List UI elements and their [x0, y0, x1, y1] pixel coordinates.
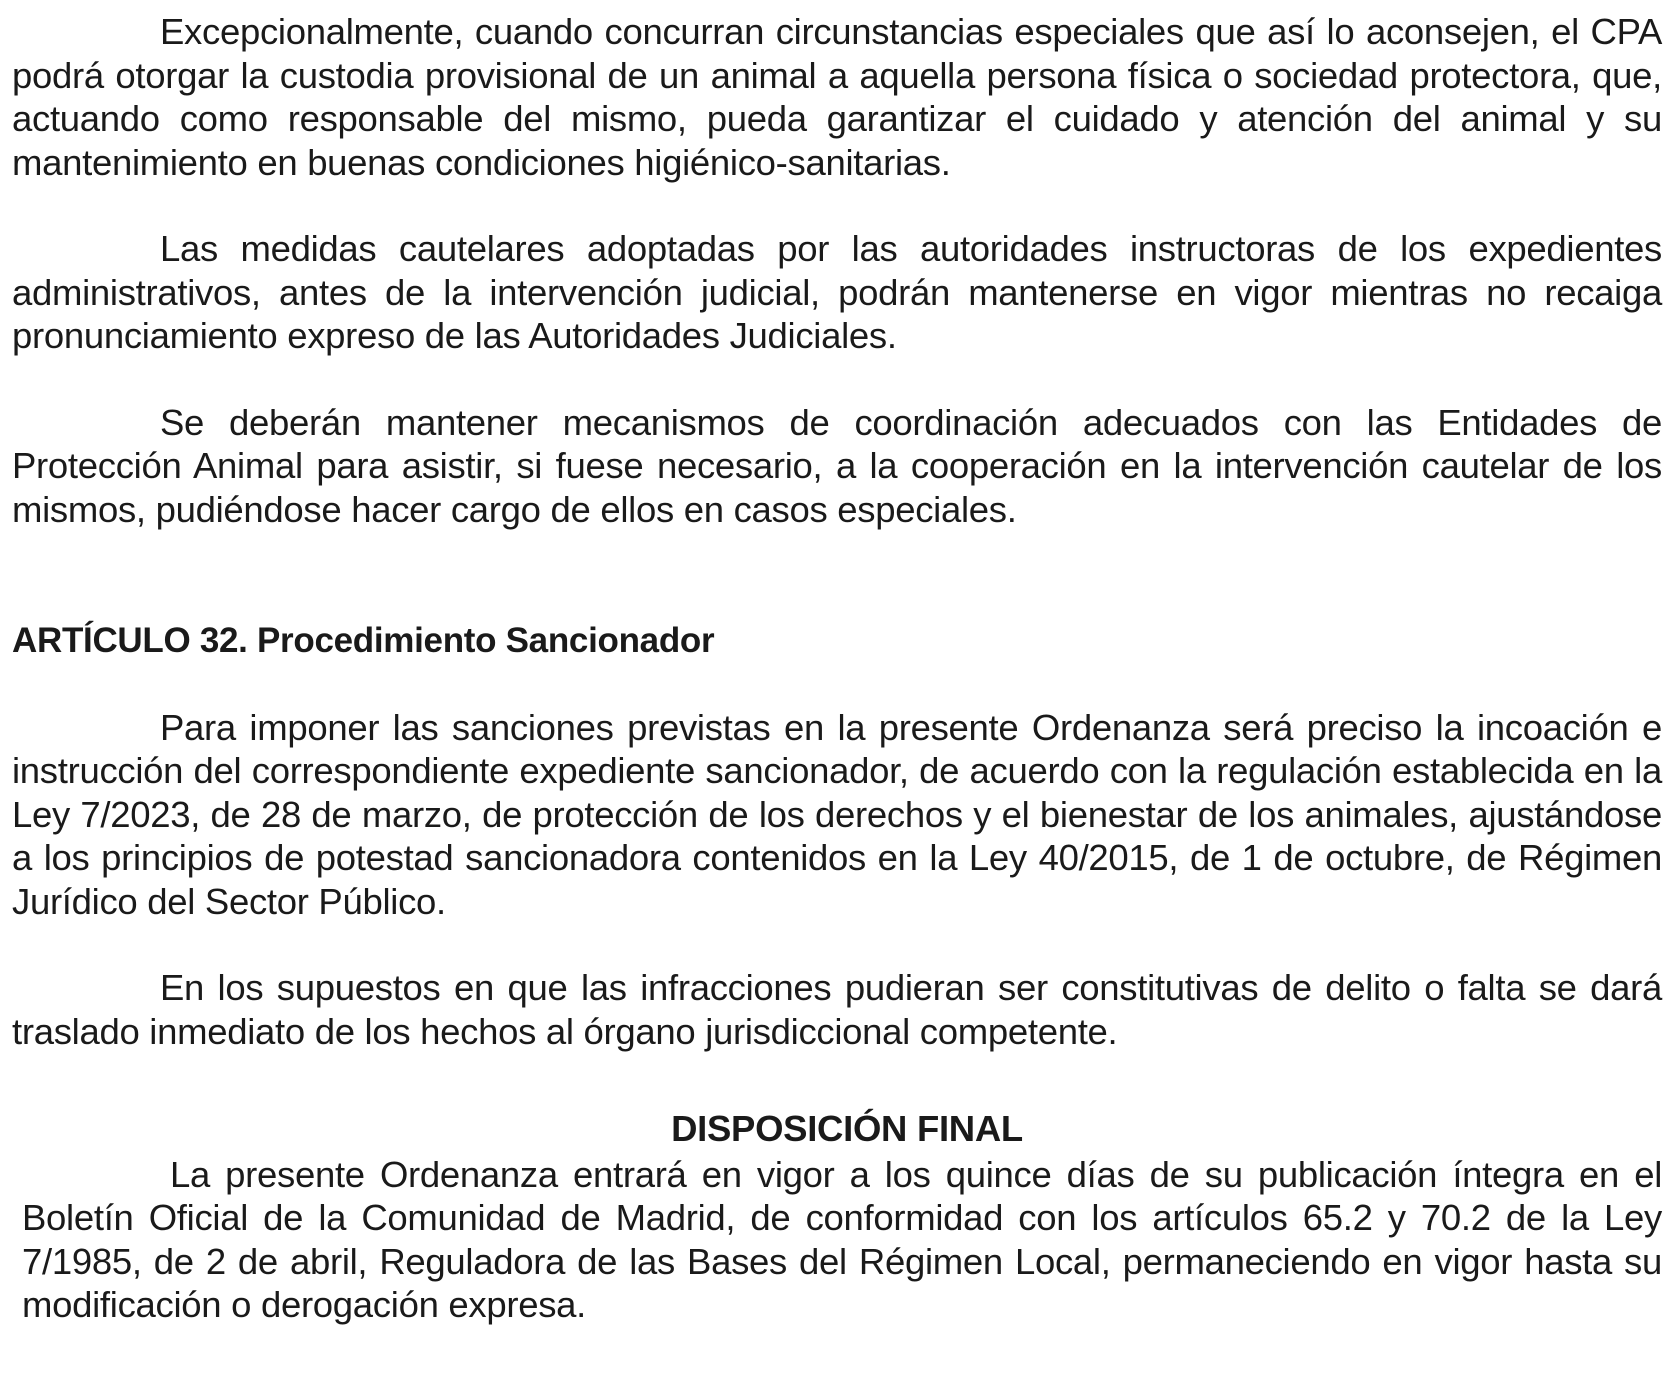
- document-page: [12, 10, 1662, 1327]
- article-heading: ARTÍCULO 32. Procedimiento Sancionador: [12, 621, 715, 660]
- paragraph-custodia: Excepcionalmente, cuando concurran circunstancias especiales que así lo aconsejen, el CPA podrá otorgar la custodia provisional de un animal a aquella persona física o sociedad protectora, que, actuando como responsable del mismo, pueda garantizar el cuidado y atención del animal y su mantenimiento en buenas condiciones higiénico-sanitarias.: [12, 11, 1662, 183]
- paragraph-entrada-en-vigor: La presente Ordenanza entrará en vigor a los quince días de su publicación íntegra en el Boletín Oficial de la Comunidad de Madrid, de conformidad con los artículos 65.2 y 70.2 de la Ley 7/1985, de 2 de abril, Reguladora de las Bases del Régimen Local, permaneciendo en vigor hasta su modificación o derogación expresa.: [22, 1153, 1662, 1325]
- paragraph-delito: En los supuestos en que las infracciones pudieran ser constitutivas de delito o falta se dará traslado inmediato de los hechos al órgano jurisdiccional competente.: [12, 967, 1662, 1052]
- final-disposition-title: DISPOSICIÓN FINAL: [671, 1108, 1023, 1149]
- paragraph-coordinacion: Se deberán mantener mecanismos de coordinación adecuados con las Entidades de Protección Animal para asistir, si fuese necesario, a la cooperación en la intervención cautelar de los mismos, pudiéndose hacer cargo de ellos en casos especiales.: [12, 401, 1662, 530]
- paragraph-sanciones: Para imponer las sanciones previstas en la presente Ordenanza será preciso la incoación e instrucción del correspondiente expediente sancionador, de acuerdo con la regulación establecida en la Ley 7/2023, de 28 de marzo, de protección de los derechos y el bienestar de los animales, ajustándose a los principios de potestad sancionadora contenidos en la Ley 40/2015, de 1 de octubre, de Régimen Jurídico del Sector Público.: [12, 706, 1662, 922]
- paragraph-medidas-cautelares: Las medidas cautelares adoptadas por las autoridades instructoras de los expedientes administrativos, antes de la intervención judicial, podrán mantenerse en vigor mientras no recaiga pronunciamiento expreso de las Autoridades Judiciales.: [12, 228, 1662, 356]
